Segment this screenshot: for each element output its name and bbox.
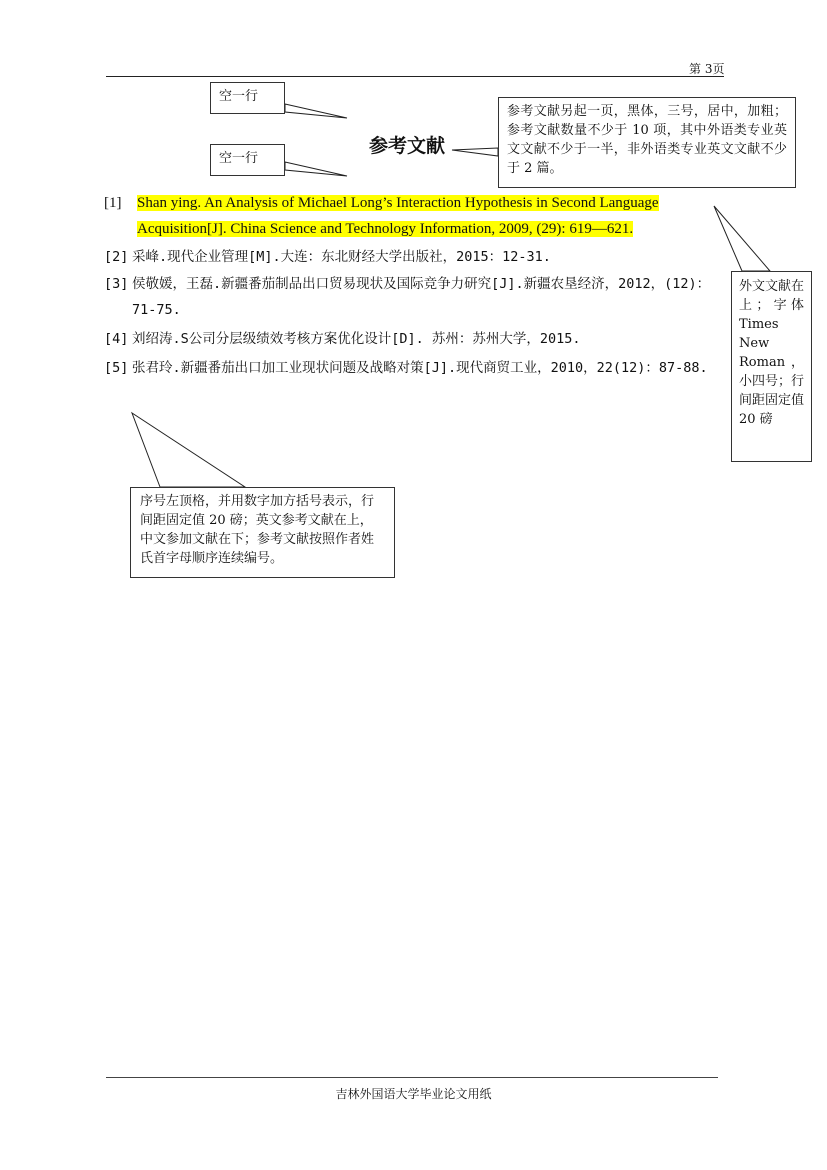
footer-rule — [106, 1077, 718, 1078]
reference-text: 刘绍涛.S公司分层级绩效考核方案优化设计[D]. 苏州：苏州大学，2015. — [132, 331, 581, 347]
reference-text: 张君玲.新疆番茄出口加工业现状问题及战略对策[J].现代商贸工业，2010，22(12)：87-88. — [132, 360, 708, 376]
reference-number: [3] — [104, 276, 129, 292]
page-number: 第 3页 — [689, 62, 725, 76]
reference-item-1 — [104, 190, 724, 242]
callout-foreign-format: 外文文献在上；字体 Times New Roman，小四号；行间距固定值 20 磅 — [731, 271, 812, 462]
reference-number: [5] — [104, 360, 129, 376]
reference-number: [2] — [104, 249, 129, 265]
callout-blank-line-1: 空一行 — [210, 82, 285, 114]
reference-text: 采峰.现代企业管理[M].大连：东北财经大学出版社，2015：12-31. — [132, 249, 551, 265]
reference-number: [4] — [104, 331, 129, 347]
callout-title-format: 参考文献另起一页，黑体，三号，居中，加粗；参考文献数量不少于 10 项，其中外语类专业英文文献不少于一半，非外语类专业英文文献不少于 2 篇。 — [498, 97, 796, 188]
callout-blank-line-2: 空一行 — [210, 144, 285, 176]
reference-item-2 — [104, 244, 724, 270]
reference-item-5 — [104, 355, 720, 381]
footer-text: 吉林外国语大学毕业论文用纸 — [335, 1087, 492, 1101]
reference-text-highlighted: Shan ying. An Analysis of Michael Long’s Interaction Hypothesis in Second Language Acquisition[J]. China Science and Technology Information, 2009, (29): 619—621. — [137, 195, 659, 237]
reference-item-4 — [104, 326, 724, 352]
callout-numbering-format: 序号左顶格，并用数字加方括号表示，行间距固定值 20 磅；英文参考文献在上，中文参加文献在下；参考文献按照作者姓氏首字母顺序连续编号。 — [130, 487, 395, 578]
page-title: 参考文献 — [369, 135, 446, 157]
reference-text: 侯敬媛，王磊.新疆番茄制品出口贸易现状及国际竞争力研究[J].新疆农垦经济，2012，(12)：71-75. — [132, 276, 711, 318]
reference-number: [1] — [104, 195, 122, 211]
reference-item-3 — [104, 271, 716, 323]
